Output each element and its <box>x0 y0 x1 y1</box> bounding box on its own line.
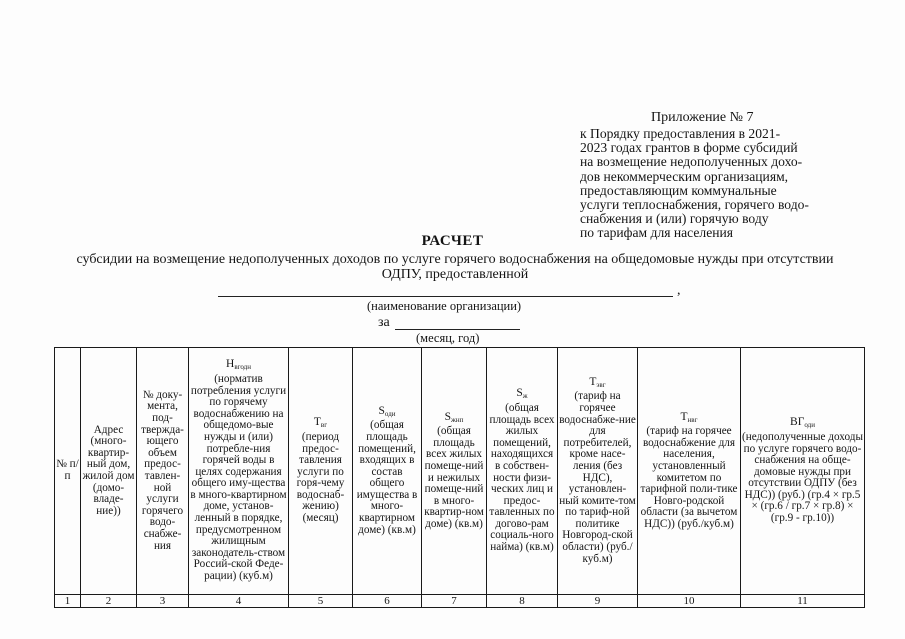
appendix-line: дов некоммерческим организациям, <box>580 168 789 184</box>
document-subtitle: субсидии на возмещение недополученных доходов по услуге горячего водоснабжения на общедомовые нужды при отсутствии ОДПУ, предоставленной <box>76 252 834 282</box>
column-header-text: (недополученные доходы по услуге горячего водо-снабжения на обще-домовые нужды при отсутствии ОДПУ (без НДС)) (руб.) (гр.4 × гр.5 × (гр.6 / гр.7 × гр.8) × (гр.9 - гр.10)) <box>742 430 863 525</box>
column-number-cell: 8 <box>487 595 558 608</box>
document-title: РАСЧЕТ <box>421 233 484 249</box>
appendix-line: услуги теплоснабжения, горячего водо- <box>580 197 809 213</box>
column-symbol: $T_{нвг}$ <box>680 410 698 424</box>
column-symbol: $S_ж$ <box>516 387 528 401</box>
column-header-text: (общая площадь всех жилых помеще-ний и нежилых помеще-ний в много-квартир-ном доме) (кв.м) <box>424 425 484 530</box>
column-header-document <box>137 348 189 595</box>
column-number-cell: 2 <box>81 595 137 608</box>
column-number-cell: 9 <box>558 595 638 608</box>
appendix-line: предоставляющим коммунальные <box>580 182 777 198</box>
column-header-text: Адрес (много-квартир-ный дом, жилой дом (домо-владе-ние)) <box>82 423 135 517</box>
column-header-total-area <box>422 348 487 595</box>
column-symbol: $S_{жнп}$ <box>444 410 464 424</box>
column-header-text: (общая площадь помещений, входящих в состав общего имущества в много-квартирном доме) (кв.м) <box>356 419 418 536</box>
appendix-line: по тарифам для населения <box>580 225 734 241</box>
appendix-line: 2023 годах грантов в форме субсидий <box>580 140 798 156</box>
column-header-text: (период предос-тавления услуги по горя-чему водоснаб-жению) (месяц) <box>296 430 345 525</box>
organization-name-line[interactable] <box>218 296 673 297</box>
column-number-row <box>55 595 865 608</box>
appendix-reference <box>580 127 840 241</box>
column-header-text: (норматив потребления услуги по горячему водоснабжению на общедомо-вые нужды и (или) потребле-ния горячей воды в целях содержания общего иму-щества в много-квартирном доме, установ-ленный в порядке, предусмотренном жилищным законодатель-ством Россий-ской Феде-рации) (куб.м) <box>190 372 287 583</box>
column-header-number <box>55 348 81 595</box>
table-header-row <box>55 348 865 595</box>
column-number-cell: 6 <box>353 595 422 608</box>
column-symbol: $S_{оди}$ <box>378 404 396 418</box>
organization-caption: (наименование организации) <box>367 299 522 313</box>
column-header-norm <box>189 348 289 595</box>
column-header-lost-income <box>741 348 865 595</box>
column-header-address <box>81 348 137 595</box>
column-symbol: $T_{эвг}$ <box>589 375 606 389</box>
appendix-line: к Порядку предоставления в 2021- <box>580 126 781 141</box>
appendix-title: Приложение № 7 <box>651 110 754 125</box>
appendix-line: снабжения и (или) горячую воду <box>580 211 769 227</box>
column-header-text: (тариф на горячее водоснабже-ние для потребителей, кроме насе-ления (без НДС), установлен-ный комите-том по тариф-ной политике Новгород-ской области) (руб./куб.м) <box>559 390 636 565</box>
column-number-cell: 5 <box>289 595 353 608</box>
column-header-text: № доку-мента, под-твержда-ющего объем предос-тавлен-ной услуги горячего водо-снабже-ния <box>141 388 184 552</box>
organization-comma: , <box>677 283 681 298</box>
column-header-text: № п/п <box>56 458 79 482</box>
period-input-line[interactable] <box>395 329 520 330</box>
appendix-line: на возмещение недополученных дохо- <box>580 154 803 170</box>
column-number-cell: 3 <box>137 595 189 608</box>
calculation-table <box>54 347 865 608</box>
column-number-cell: 1 <box>55 595 81 608</box>
column-number-cell: 7 <box>422 595 487 608</box>
column-header-tariff-population <box>638 348 741 595</box>
column-symbol: $H_{вгодн}$ <box>226 358 251 372</box>
period-label: за <box>378 315 390 330</box>
column-header-text: (общая площадь всех жилых помещений, находящихся в собствен-ности физи-ческих лиц и предос-тавленных по догово-рам социаль-ного найма) (кв.м) <box>489 401 555 554</box>
column-header-residential-area <box>487 348 558 595</box>
column-header-common-area <box>353 348 422 595</box>
column-symbol: $ВГ_{оди}$ <box>790 416 815 430</box>
column-number-cell: 10 <box>638 595 741 608</box>
period-caption: (месяц, год) <box>416 331 480 345</box>
column-header-tariff-economic <box>558 348 638 595</box>
column-header-period <box>289 348 353 595</box>
column-number-cell: 4 <box>189 595 289 608</box>
column-number-cell: 11 <box>741 595 865 608</box>
column-header-text: (тариф на горячее водоснабжение для населения, установленный комитетом по тарифной поли-тике Новго-родской области (за вычетом НДС)) (руб./куб.м) <box>640 425 738 530</box>
column-symbol: $T_{вг}$ <box>313 416 328 430</box>
